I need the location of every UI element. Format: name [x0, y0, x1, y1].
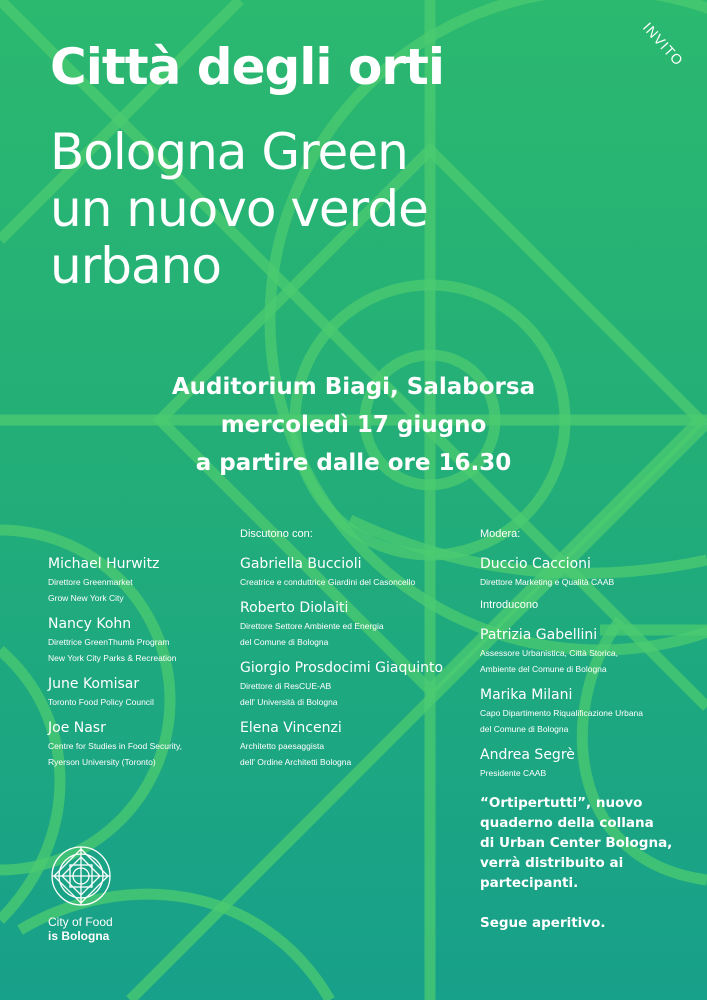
- moderator-name: Duccio Caccioni: [480, 556, 591, 572]
- speaker-role: Centre for Studies in Food Security,: [48, 741, 183, 751]
- discussants-label: Discutono con:: [240, 528, 313, 540]
- introducer: [480, 746, 700, 781]
- discussant: [240, 719, 475, 770]
- logo-text-line1: City of Food: [48, 915, 113, 929]
- subtitle-line: urbano: [50, 237, 221, 295]
- note-line: partecipanti.: [480, 875, 579, 891]
- speaker: [48, 719, 233, 770]
- page-title: Città degli orti: [50, 38, 445, 96]
- introducer-name: Andrea Segrè: [480, 747, 575, 763]
- discussant-role: del Comune di Bologna: [240, 637, 329, 647]
- moderator: [480, 555, 700, 590]
- introducer-role: Capo Dipartimento Riqualificazione Urbana: [480, 708, 644, 718]
- subtitle-line: un nuovo verde: [50, 180, 428, 238]
- discussant-role: Architetto paesaggista: [240, 741, 325, 751]
- logo-text-line2: is Bologna: [48, 929, 110, 943]
- speaker-role: New York City Parks & Recreation: [48, 653, 177, 663]
- discussant-name: Roberto Diolaiti: [240, 600, 349, 616]
- discussant-role: Creatrice e conduttrice Giardini del Casoncello: [240, 577, 416, 587]
- discussant-role: dell' Ordine Architetti Bologna: [240, 757, 352, 767]
- discussant-role: dell' Università di Bologna: [240, 697, 338, 707]
- speaker-name: June Komisar: [48, 676, 140, 692]
- invito-tag: INVITO: [639, 19, 687, 69]
- speaker-role: Direttore Greenmarket: [48, 577, 133, 587]
- event-time: a partire dalle ore 16.30: [195, 450, 512, 476]
- introducer-name: Marika Milani: [480, 687, 573, 703]
- subtitle-line: Bologna Green: [50, 123, 408, 181]
- discussant-name: Gabriella Buccioli: [240, 556, 362, 572]
- speaker-role: Ryerson University (Toronto): [48, 757, 156, 767]
- speaker: [48, 555, 233, 606]
- note-line: quaderno della collana: [480, 815, 654, 831]
- introducer-name: Patrizia Gabellini: [480, 627, 598, 643]
- aperitivo-note: Segue aperitivo.: [480, 915, 606, 931]
- event-venue: Auditorium Biagi, Salaborsa: [171, 374, 536, 400]
- discussant-name: Elena Vincenzi: [240, 720, 342, 736]
- discussants-column: [240, 528, 475, 779]
- event-date: mercoledì 17 giugno: [220, 412, 487, 438]
- subtitle: [50, 124, 428, 295]
- speaker-role: Grow New York City: [48, 593, 124, 603]
- moderator-column: [480, 528, 700, 933]
- speaker-name: Michael Hurwitz: [48, 556, 160, 572]
- speaker-role: Direttrice GreenThumb Program: [48, 637, 170, 647]
- city-of-food-emblem-icon: [50, 845, 112, 907]
- discussant-role: Direttore Settore Ambiente ed Energia: [240, 621, 384, 631]
- introducer-role: Assessore Urbanistica, Città Storica,: [480, 648, 618, 658]
- moderator-label: Modera:: [480, 528, 521, 540]
- moderator-role: Direttore Marketing e Qualità CAAB: [480, 577, 615, 587]
- discussant-name: Giorgio Prosdocimi Giaquinto: [240, 660, 444, 676]
- discussant: [240, 659, 475, 710]
- speaker-name: Joe Nasr: [48, 720, 106, 736]
- speaker-role: Toronto Food Policy Council: [48, 697, 154, 707]
- speaker: [48, 615, 233, 666]
- introducer-role: Presidente CAAB: [480, 768, 547, 778]
- discussant-role: Direttore di ResCUE-AB: [240, 681, 332, 691]
- introducer: [480, 626, 700, 677]
- speaker-name: Nancy Kohn: [48, 616, 132, 632]
- speakers-column: [48, 555, 233, 779]
- introducer-role: del Comune di Bologna: [480, 724, 569, 734]
- introducer-role: Ambiente del Comune di Bologna: [480, 664, 607, 674]
- publication-note: [480, 793, 700, 933]
- city-of-food-logo: [48, 845, 118, 943]
- note-line: “Ortipertutti”, nuovo: [480, 795, 643, 811]
- discussant: [240, 599, 475, 650]
- note-line: di Urban Center Bologna,: [480, 835, 673, 851]
- intro-label: Introducono: [480, 599, 539, 611]
- speaker: [48, 675, 233, 710]
- introducer: [480, 686, 700, 737]
- event-info: [0, 368, 707, 482]
- note-line: verrà distribuito ai: [480, 855, 624, 871]
- discussant: [240, 555, 475, 590]
